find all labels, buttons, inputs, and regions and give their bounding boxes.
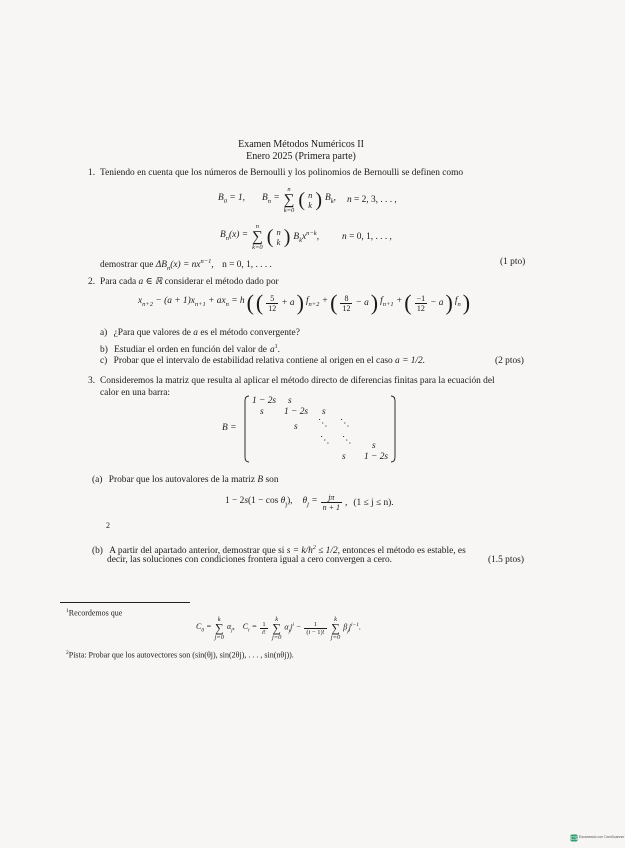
problem-1-number: 1. [88,168,96,178]
bernoulli-numbers-formula: $B_0 = 1$, $B_n$ = n ∑ k=0 ( n k ) $B_k$, n = 2, 3, . . . , [218,186,397,214]
problem-1-show: demostrar que $\Delta B_n(x) = nx^{n-1}$, n = 0, 1, . . . . [100,258,272,272]
problem-1-intro: Teniendo en cuenta que los números de Bernoulli y los polinomios de Bernoulli se definen como [100,168,464,178]
problem-3-part-a: (a) Probar que los autovalores de la matriz B son [92,475,279,485]
footnote-1: $^1$Recordemos que [66,608,123,618]
bernoulli-polynomials-formula: $B_n(x)$ = n ∑ k=0 ( n k ) $B_kx^{n-k}$, n = 0, 1, . . . , [220,223,392,251]
multistep-method-formula: $x_{n+2} - (a + 1)x_{n+1} + ax_n = h$ ( ( $\frac{5}{12}$ + a ) $f_{n+2}$ + ( $\frac{8}{12}$ − a ) $f_{n+1}$ + ( $\frac{-1}{12}$ − a ) $f_n$ ) [138,290,471,315]
footnote-1-formula: $C_0$ = k ∑ j=0 $\alpha_j$, $C_i$ = $\frac{1}{i!}$ k ∑ j=0 $\alpha_jj^i$ − $\frac{1}{(i - 1)!}$ k ∑ j=0 $\beta_jj^{i-1}$. [196,616,361,641]
stray-footnote-mark: 2 [106,521,110,530]
problem-2-points: (2 ptos) [495,356,524,366]
camscanner-watermark [570,832,625,842]
exam-title: Examen Métodos Numéricos II [238,139,364,150]
eigenvalue-formula: $1 - 2s(1 - \cos \theta_j)$, $\theta_j$ = $\frac{j\pi}{n + 1}$ , (1 ≤ j ≤ n). [225,493,394,512]
problem-3-intro-line1: Consideremos la matriz que resulta al aplicar el método directo de diferencias finitas para la ecuación del [100,376,495,386]
camscanner-label: Escaneado con CamScanner [579,835,625,839]
problem-3-intro-line2: calor en una barra: [100,388,171,398]
problem-2-item-a: a) ¿Para que valores de a es el método convergente? [100,328,300,338]
problem-2-item-b: b) Estudiar el orden en función del valor de $a^1$. [100,344,280,356]
problem-3-points: (1.5 ptos) [488,555,524,565]
problem-1-points: (1 pto) [500,257,526,267]
tridiagonal-matrix-b: B = 1 − 2s s s 1 − 2s s s ⋱ ⋱ ⋱ ⋱ s s 1 − 2s [222,395,402,463]
problem-3-part-b-line2: decir, las soluciones con condiciones frontera igual a cero convergen a cero. [107,555,393,565]
problem-2-number: 2. [88,277,96,287]
camscanner-logo-icon [570,834,578,842]
exam-subtitle: Enero 2025 (Primera parte) [246,151,356,162]
problem-3-part-b-line1: (b) A partir del apartado anterior, demostrar que si $s = k/h^2 \le 1/2$, entonces el método es estable, es [92,545,466,557]
footnote-divider [60,602,190,603]
problem-2-intro: Para cada a ∈ ℝ considerar el método dado por [100,277,279,287]
matrix-left-bracket [244,395,250,463]
problem-2-item-c: c) Probar que el intervalo de estabilidad relativa contiene al origen en el caso a = 1/2. [100,356,426,366]
matrix-right-bracket [390,395,396,463]
footnote-2: $^2$Pista: Probar que los autovectores son (sin(θj), sin(2θj), . . . , sin(nθj)). [66,650,294,660]
problem-3-number: 3. [88,376,96,386]
svg-text:CS: CS [570,836,578,842]
